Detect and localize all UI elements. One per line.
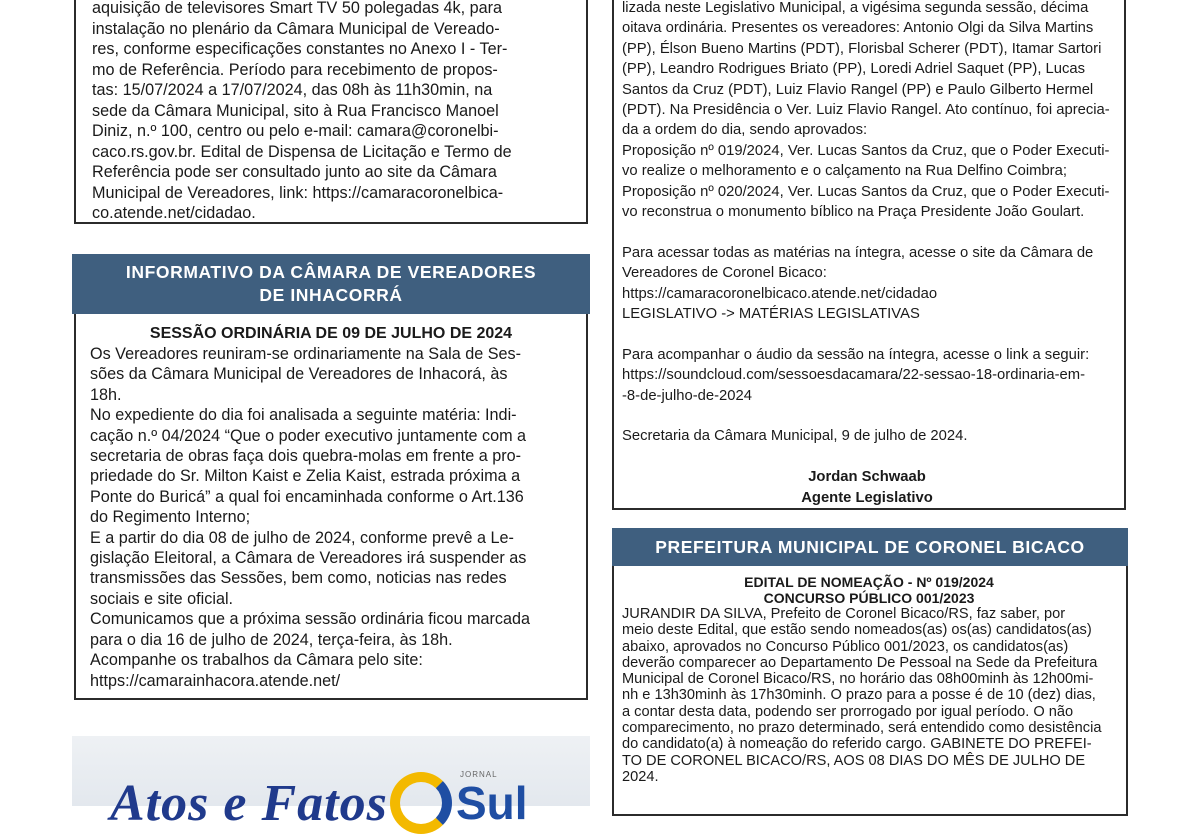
notice-line: da a ordem do dia, sendo aprovados: [622, 122, 868, 139]
notice-line: nh e 13h30minh às 17h30minh. O prazo para a posse é de 10 (dez) dias, [622, 687, 1096, 704]
notice-line: oitava ordinária. Presentes os vereadores: Antonio Olgi da Silva Martins [622, 20, 1094, 37]
notice-line: para o dia 16 de julho de 2024, terça-feira, às 18h. [90, 630, 453, 649]
notice-line: E a partir do dia 08 de julho de 2024, conforme prevê a Le- [90, 528, 514, 547]
signer-name: Jordan Schwaab [808, 469, 926, 486]
notice-line: Vereadores de Coronel Bicaco: [622, 265, 827, 282]
notice-line: sociais e site oficial. [90, 589, 234, 608]
notice-line: cação n.º 04/2024 “Que o poder executivo juntamente com a [90, 426, 527, 445]
notice-line: Municipal de Vereadores, link: https://camaracoronelbica- [92, 183, 504, 202]
newspaper-logo-banner [72, 736, 590, 832]
notice-line: caco.rs.gov.br. Edital de Dispensa de Licitação e Termo de [92, 142, 512, 161]
notice-line: Diniz, n.º 100, centro ou pelo e-mail: camara@coronelbi- [92, 122, 499, 140]
notice-line: do candidato(a) à nomeação do referido cargo. GABINETE DO PREFEI- [622, 736, 1092, 753]
notice-line: meio deste Edital, que estão sendo nomeados(as) os(as) candidatos(as) [622, 622, 1092, 639]
notice-line: Proposição nº 020/2024, Ver. Lucas Santos da Cruz, que o Poder Executi- [622, 183, 1110, 200]
paragraph-gap [622, 222, 1112, 242]
notice-line: Comunicamos que a próxima sessão ordinária ficou marcada [90, 610, 530, 629]
notice-line: JURANDIR DA SILVA, Prefeito de Coronel Bicaco/RS, faz saber, por [622, 606, 1066, 622]
notice-line: 2024. [622, 768, 659, 785]
notice-line: transmissões das Sessões, bem como, noticias nas redes [90, 569, 507, 588]
notice-link[interactable]: https://soundcloud.com/sessoesdacamara/22-sessao-18-ordinaria-em- [622, 367, 1086, 384]
notice-line: Para acompanhar o áudio da sessão na íntegra, acesse o link a seguir: [622, 346, 1090, 363]
notice-line: comparecimento, no prazo determinado, será entendido como desistência [622, 720, 1102, 737]
dispensa-notice-box [74, 0, 588, 224]
notice-line: Referência pode ser consultado junto ao site da Câmara [92, 163, 497, 181]
notice-line: mo de Referência. Período para recebimento de propos- [92, 60, 498, 79]
notice-line: aquisição de televisores Smart TV 50 polegadas 4k, para [92, 0, 503, 17]
notice-line: co.atende.net/cidadao. [92, 204, 256, 222]
notice-line: vo reconstrua o monumento bíblico na Praça Presidente João Goulart. [622, 204, 1085, 221]
notice-line: res, conforme especificações constantes no Anexo I - Ter- [92, 40, 508, 58]
logo-circle-icon [390, 772, 452, 834]
notice-line: vo realize o melhoramento e o calçamento na Rua Delfino Coimbra; [622, 163, 1067, 180]
notice-line: tas: 15/07/2024 a 17/07/2024, das 08h às 11h30min, na [92, 81, 493, 99]
notice-line: Acompanhe os trabalhos da Câmara pelo site: [90, 651, 423, 670]
notice-link[interactable]: https://camarainhacora.atende.net/ [90, 671, 341, 690]
notice-line: deverão comparecer ao Departamento De Pessoal na Sede da Prefeitura [622, 654, 1098, 671]
notice-line: lizada neste Legislativo Municipal, a vigésima segunda sessão, décima [622, 0, 1089, 16]
paragraph-gap [622, 324, 1112, 344]
notice-link[interactable]: https://camaracoronelbicaco.atende.net/cidadao [622, 285, 938, 302]
signer-role: Agente Legislativo [801, 490, 933, 507]
header-line: INFORMATIVO DA CÂMARA DE VEREADORES [125, 262, 537, 282]
notice-line: Ponte do Buricá” a qual foi encaminhada conforme o Art.136 [90, 487, 524, 506]
notice-line: Para acessar todas as matérias na íntegra, acesse o site da Câmara de [622, 244, 1094, 261]
paragraph-gap [622, 447, 1112, 467]
notice-line: secretaria de obras faça dois quebra-molas em frente a pro- [90, 447, 521, 466]
notice-line: No expediente do dia foi analisada a seguinte matéria: Indi- [90, 406, 517, 425]
notice-line: Proposição nº 019/2024, Ver. Lucas Santos da Cruz, que o Poder Executi- [622, 142, 1110, 159]
notice-line: Santos da Cruz (PDT), Luiz Flavio Rangel (PP) e Paulo Gilberto Hermel [622, 81, 1094, 98]
jornal-logo [390, 762, 590, 829]
header-line: DE INHACORRÁ [259, 285, 403, 305]
prefeitura-section-header: PREFEITURA MUNICIPAL DE CORONEL BICACO [612, 528, 1128, 566]
notice-line: gislação Eleitoral, a Câmara de Vereadores irá suspender as [90, 549, 527, 568]
notice-line: Os Vereadores reuniram-se ordinariamente na Sala de Ses- [90, 345, 521, 363]
logo-small-text: JORNAL [460, 770, 498, 779]
notice-line: (PDT). Na Presidência o Ver. Luiz Flavio Rangel. Ato contínuo, foi aprecia- [622, 102, 1110, 119]
inhacora-notice-box [74, 314, 588, 700]
concurso-title: CONCURSO PÚBLICO 001/2023 [763, 590, 975, 606]
notice-line: Municipal de Coronel Bicaco/RS, no horário das 08h00minh às 12h00mi- [622, 671, 1094, 688]
inhacora-section-header [72, 254, 590, 314]
notice-line: (PP), Leandro Rodrigues Briato (PP), Loredi Adriel Saquet (PP), Lucas [622, 61, 1086, 78]
logo-title: Atos e Fatos [110, 775, 388, 832]
notice-line: sede da Câmara Municipal, sito à Rua Francisco Manoel [92, 101, 499, 120]
notice-line: do Regimento Interno; [90, 508, 251, 527]
notice-line: sões da Câmara Municipal de Vereadores de Inhacorá, às [90, 365, 508, 384]
notice-line: 18h. [90, 385, 122, 404]
notice-line: priedade do Sr. Milton Kaist e Zelia Kaist, estrada próxima a [90, 467, 521, 486]
notice-line: a contar desta data, podendo ser prorrogado por igual período. O não [622, 703, 1074, 720]
notice-line: (PP), Élson Bueno Martins (PDT), Florisbal Scherer (PDT), Itamar Sartori [622, 40, 1102, 57]
logo-word: Sul [456, 777, 528, 829]
paragraph-gap [622, 406, 1112, 426]
notice-line: abaixo, aprovados no Concurso Público 001/2023, os candidatos(as) [622, 638, 1069, 655]
edital-title: EDITAL DE NOMEAÇÃO - Nº 019/2024 [744, 574, 994, 590]
date-line: Secretaria da Câmara Municipal, 9 de julho de 2024. [622, 428, 968, 445]
notice-link[interactable]: -8-de-julho-de-2024 [622, 387, 752, 404]
coronel-bicaco-camara-notice-box [612, 0, 1126, 510]
notice-line: TO DE CORONEL BICACO/RS, AOS 08 DIAS DO MÊS DE JULHO DE [622, 752, 1086, 769]
notice-line: instalação no plenário da Câmara Municipal de Vereado- [92, 19, 500, 38]
session-title: SESSÃO ORDINÁRIA DE 09 DE JULHO DE 2024 [149, 325, 513, 342]
prefeitura-notice-box [612, 566, 1128, 816]
notice-line: LEGISLATIVO -> MATÉRIAS LEGISLATIVAS [622, 306, 920, 323]
